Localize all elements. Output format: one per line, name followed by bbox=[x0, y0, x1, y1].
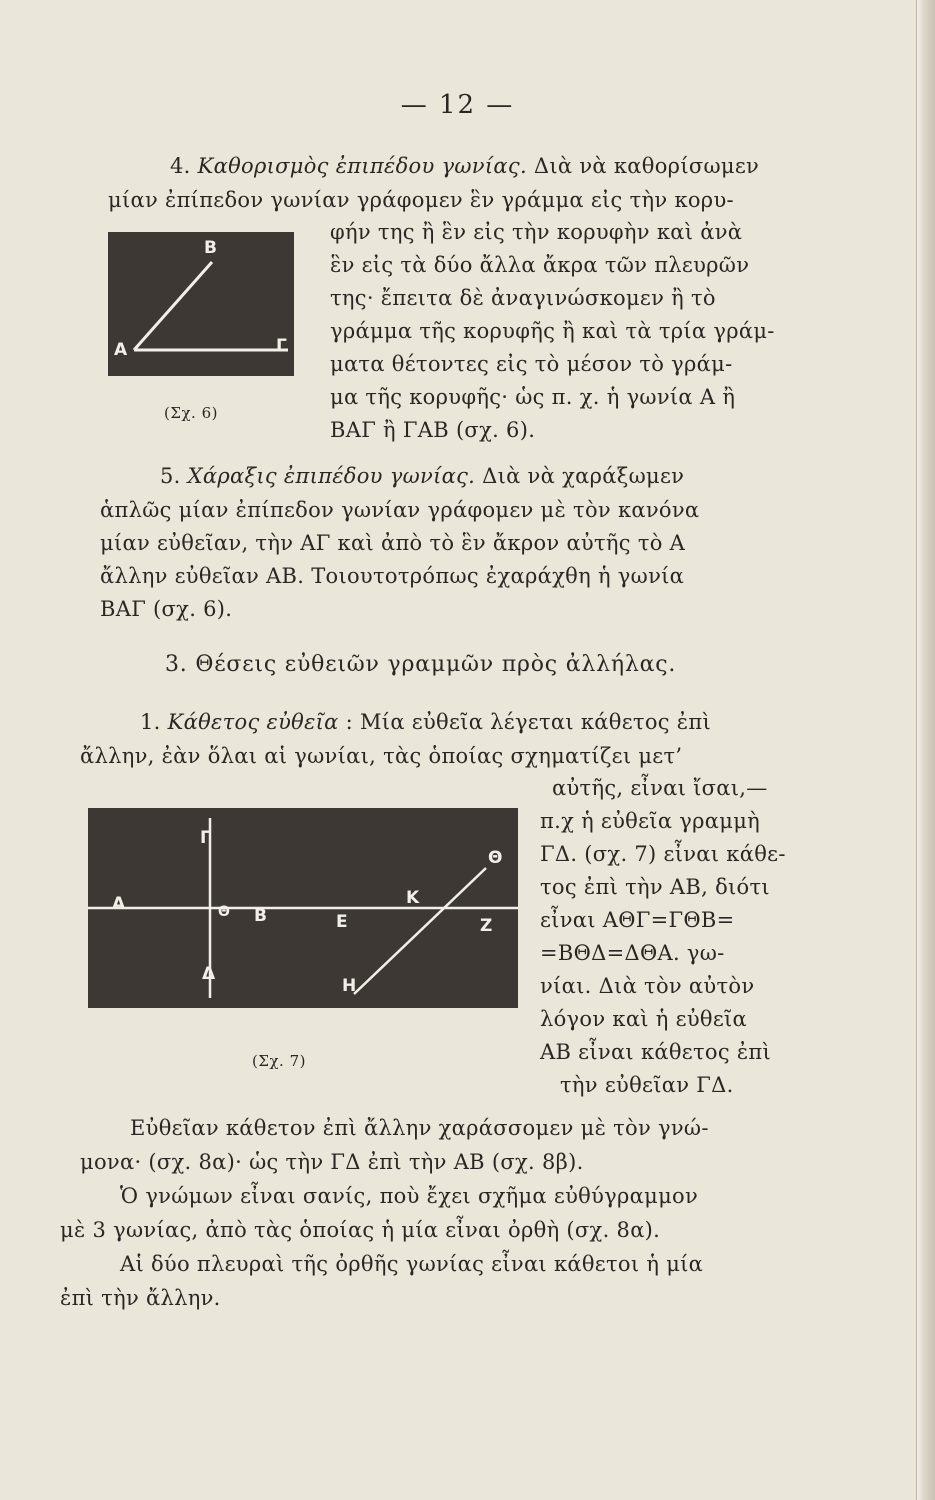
fig7-label-k: Κ bbox=[406, 888, 420, 908]
sub1-line1-rest: : Μία εὐθεῖα λέγεται κάθετος ἐπὶ bbox=[338, 710, 712, 734]
sec5-line1-rest: Διὰ νὰ χαράξωμεν bbox=[475, 464, 685, 488]
sec5-heading: Χάραξις ἐπιπέδου γωνίας. bbox=[187, 464, 476, 488]
final-line: Ὁ γνώμων εἶναι σανίς, ποὺ ἔχει σχῆμα εὐθύγραμμον bbox=[120, 1184, 699, 1208]
sub1-r-line: ΓΔ. (σχ. 7) εἶναι κάθε- bbox=[540, 842, 786, 866]
fig6-caption: (Σχ. 6) bbox=[164, 404, 218, 422]
sec4-r-line: ΒΑΓ ἢ ΓΑΒ (σχ. 6). bbox=[330, 418, 536, 442]
final-line: Εὐθεῖαν κάθετον ἐπὶ ἄλλην χαράσσομεν μὲ τὸν γνώ- bbox=[130, 1116, 709, 1140]
sec4-line2: μίαν ἐπίπεδον γωνίαν γράφομεν ἓν γράμμα εἰς τὴν κορυ- bbox=[108, 188, 734, 212]
sub1-r-line: =ΒΘΔ=ΔΘΑ. γω- bbox=[540, 941, 725, 965]
sec5-number: 5. bbox=[160, 464, 181, 488]
sub1-r-line: π.χ ἡ εὐθεῖα γραμμὴ bbox=[540, 809, 761, 833]
fig6-label-b: Β bbox=[204, 238, 217, 258]
sec5-line: ἄλλην εὐθεῖαν ΑΒ. Τοιουτοτρόπως ἐχαράχθη ἡ γωνία bbox=[100, 564, 685, 588]
fig7-label-b: Β bbox=[254, 906, 267, 926]
sec4-line1-rest: Διὰ νὰ καθορίσωμεν bbox=[526, 154, 760, 178]
sub1-line1 bbox=[140, 706, 711, 739]
fig7-label-a: Α bbox=[112, 894, 126, 914]
sub1-r-line: λόγον καὶ ἡ εὐθεῖα bbox=[540, 1007, 748, 1031]
sec4-r-line: της· ἔπειτα δὲ ἀναγινώσκομεν ἢ τὸ bbox=[330, 286, 716, 310]
fig6-label-a: Α bbox=[114, 340, 128, 360]
sub1-line2: ἄλλην, ἐὰν ὅλαι αἱ γωνίαι, τὰς ὁποίας σχηματίζει μετ’ bbox=[80, 744, 683, 768]
sub1-heading: Κάθετος εὐθεῖα bbox=[167, 710, 339, 734]
sec4-r-line: ματα θέτοντες εἰς τὸ μέσον τὸ γράμ- bbox=[330, 352, 733, 376]
fig7-label-e: Ε bbox=[336, 912, 348, 932]
sec4-r-line: φήν της ἢ ἓν εἰς τὴν κορυφὴν καὶ ἀνὰ bbox=[330, 220, 743, 244]
final-line: ἐπὶ τὴν ἄλλην. bbox=[60, 1286, 221, 1310]
fig7-label-g: Γ bbox=[200, 828, 211, 848]
sec4-number: 4. bbox=[170, 154, 191, 178]
fig7-label-theta: Θ bbox=[218, 904, 230, 920]
sub1-r-line: τὴν εὐθεῖαν ΓΔ. bbox=[560, 1073, 734, 1097]
figure-7 bbox=[88, 808, 518, 1008]
section-3-heading: 3. Θέσεις εὐθειῶν γραμμῶν πρὸς ἀλλήλας. bbox=[165, 652, 677, 677]
sec4-r-line: γράμμα τῆς κορυφῆς ἢ καὶ τὰ τρία γράμ- bbox=[330, 319, 775, 343]
line-ab bbox=[134, 262, 212, 350]
sec5-line: ἁπλῶς μίαν ἐπίπεδον γωνίαν γράφομεν μὲ τὸν κανόνα bbox=[100, 498, 700, 522]
sub1-r-line: αὐτῆς, εἶναι ἴσαι,— bbox=[552, 776, 768, 800]
figure-6-drawing bbox=[108, 232, 294, 376]
fig7-label-z: Ζ bbox=[480, 916, 493, 936]
sec5-line: ΒΑΓ (σχ. 6). bbox=[100, 597, 233, 621]
fig7-caption: (Σχ. 7) bbox=[252, 1052, 306, 1070]
page-edge bbox=[916, 0, 935, 1500]
page-number: — 12 — bbox=[400, 90, 515, 120]
sec5-line: μίαν εὐθεῖαν, τὴν ΑΓ καὶ ἀπὸ τὸ ἓν ἄκρον αὐτῆς τὸ Α bbox=[100, 531, 686, 555]
final-line: μονα· (σχ. 8α)· ὡς τὴν ΓΔ ἐπὶ τὴν ΑΒ (σχ. 8β). bbox=[80, 1150, 584, 1174]
fig7-label-h: Η bbox=[342, 976, 357, 996]
fig7-label-theta2: Θ bbox=[488, 848, 503, 868]
final-line: μὲ 3 γωνίας, ἀπὸ τὰς ὁποίας ἡ μία εἶναι ὀρθὴ (σχ. 8α). bbox=[60, 1218, 661, 1242]
sub1-r-line: εἶναι ΑΘΓ=ΓΘΒ= bbox=[540, 908, 735, 932]
sub1-r-line: νίαι. Διὰ τὸν αὐτὸν bbox=[540, 974, 755, 998]
final-line: Αἱ δύο πλευραὶ τῆς ὀρθῆς γωνίας εἶναι κάθετοι ἡ μία bbox=[120, 1252, 704, 1276]
sec4-heading: Καθορισμὸς ἐπιπέδου γωνίας. bbox=[197, 154, 527, 178]
sec4-r-line: μα τῆς κορυφῆς· ὡς π. χ. ἡ γωνία Α ἢ bbox=[330, 385, 736, 409]
sub1-r-line: ΑΒ εἶναι κάθετος ἐπὶ bbox=[540, 1040, 772, 1064]
sub1-number: 1. bbox=[140, 710, 161, 734]
sec4-r-line: ἓν εἰς τὰ δύο ἄλλα ἄκρα τῶν πλευρῶν bbox=[330, 253, 750, 277]
figure-6 bbox=[108, 232, 294, 376]
sub1-r-line: τος ἐπὶ τὴν ΑΒ, διότι bbox=[540, 875, 770, 899]
fig6-label-g: Γ bbox=[276, 336, 287, 356]
line-h-theta-oblique bbox=[354, 868, 486, 994]
sec4-line1 bbox=[170, 150, 759, 183]
figure-7-drawing bbox=[88, 808, 518, 1008]
fig7-label-d: Δ bbox=[202, 964, 216, 984]
sec5-line1 bbox=[160, 460, 684, 493]
